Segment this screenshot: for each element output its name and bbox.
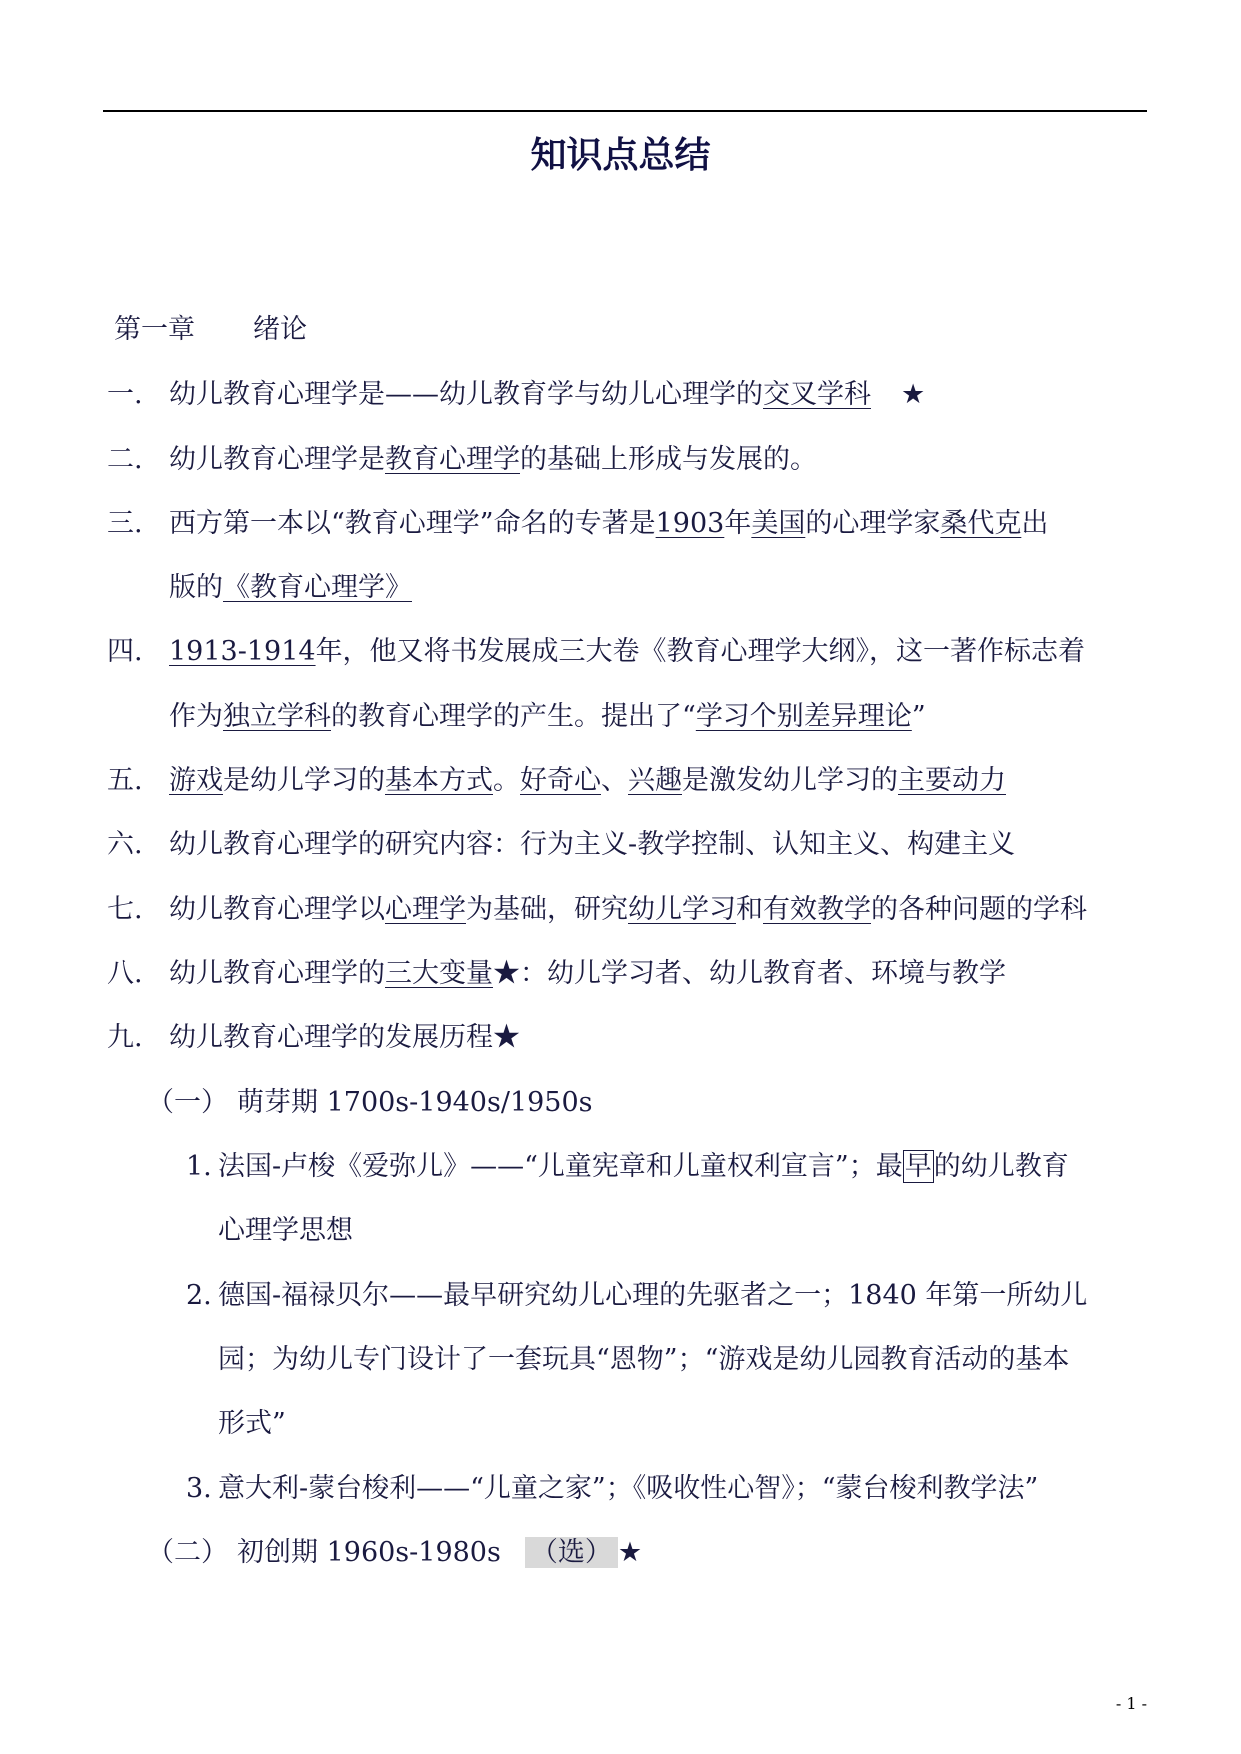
item-text: 是激发幼儿学习的 [682,765,898,796]
section-text: 萌芽期 1700s-1940s/1950s [237,1087,593,1118]
chapter-number: 第一章 [114,314,195,345]
item-text: 幼儿教育心理学以 [169,894,385,925]
sub-item [186,1469,1038,1509]
chapter-heading [114,310,307,350]
key-term: 桑代克 [940,508,1022,539]
item-text: 作为 [169,701,223,732]
key-term: 学习个别差异理论 [695,701,912,732]
item-text: 幼儿教育心理学的研究内容：行为主义-教学控制、认知主义、构建主义 [169,829,1016,860]
list-item [107,954,1006,994]
item-text: 的教育心理学的产生。提出了“ [331,701,696,732]
list-item [107,761,1006,801]
section-heading [147,1533,642,1573]
item-number: 三. [107,508,143,539]
section-text: 初创期 1960s-1980s [237,1537,501,1568]
item-text: 幼儿教育心理学是——幼儿教育学与幼儿心理学的 [169,379,763,410]
item-text: 的基础上形成与发展的。 [520,444,817,475]
list-item [107,375,925,415]
boxed-term: 早 [904,1151,932,1182]
chapter-name: 绪论 [253,314,307,345]
list-item [107,825,1015,865]
list-item-continuation [169,568,412,608]
item-number: 二. [107,444,143,475]
star-mark: ★ [901,379,926,410]
list-item [107,440,817,480]
sub-number: 2. [186,1280,212,1311]
item-text: 出 [1021,508,1049,539]
item-text: 年，他又将书发展成三大卷《教育心理学大纲》，这一著作标志着 [315,636,1086,667]
page-number: - 1 - [1115,1694,1147,1713]
key-term: 兴趣 [628,765,682,796]
item-text: 的各种问题的学科 [871,894,1087,925]
key-year: 1903 [655,508,725,539]
item-number: 七. [107,894,143,925]
item-number: 八. [107,958,143,989]
item-text: 是幼儿学习的 [223,765,385,796]
item-number: 五. [107,765,143,796]
item-text: 年 [724,508,752,539]
key-term: 游戏 [169,765,223,796]
section-number: （二） [147,1537,228,1568]
item-number: 九. [107,1022,143,1053]
sub-item-continuation: 形式” [218,1408,286,1439]
item-text: 为基础，研究 [466,894,628,925]
item-text: 的心理学家 [805,508,941,539]
key-term: 幼儿学习 [628,894,736,925]
item-text: 。 [493,765,520,796]
item-text: 西方第一本以“教育心理学”命名的专著是 [169,508,656,539]
list-item [107,504,1048,544]
star-mark: ★ [617,1537,643,1568]
list-item-continuation [169,697,926,737]
key-term: 心理学 [385,894,466,925]
sub-text: 法国-卢梭《爱弥儿》——“儿童宪章和儿童权利宣言”；最 [218,1151,903,1182]
sub-item-continuation: 园；为幼儿专门设计了一套玩具“恩物”；“游戏是幼儿园教育活动的基本 [218,1344,1070,1375]
sub-item [186,1276,1087,1316]
sub-text: 的幼儿教育 [933,1151,1069,1182]
key-term: 美国 [751,508,806,539]
key-term: 三大变量 [385,958,493,989]
page-title: 知识点总结 [530,135,711,176]
item-text: 、 [601,765,628,796]
sub-number: 1. [186,1151,212,1182]
sub-item-continuation: 心理学思想 [218,1215,353,1246]
key-term: 主要动力 [898,765,1006,796]
elective-tag: （选） [525,1537,618,1568]
sub-item [186,1147,1069,1187]
item-text: ” [911,701,926,732]
item-text: 版的 [169,572,223,603]
key-year: 1913-1914 [169,636,316,667]
section-number: （一） [147,1087,228,1118]
key-term: 教育心理学 [385,444,520,475]
key-term: 基本方式 [385,765,493,796]
list-item [107,632,1085,672]
key-term: 好奇心 [520,765,601,796]
item-text: 幼儿教育心理学的发展历程★ [169,1022,520,1053]
key-term: 《教育心理学》 [223,572,412,603]
list-item [107,890,1087,930]
sub-number: 3. [186,1473,212,1504]
item-number: 一. [107,379,143,410]
sub-text: 德国-福禄贝尔——最早研究幼儿心理的先驱者之一；1840 年第一所幼儿 [218,1280,1088,1311]
section-heading [147,1083,593,1123]
item-text: 幼儿教育心理学的 [169,958,385,989]
item-number: 六. [107,829,143,860]
item-number: 四. [107,636,143,667]
item-text: 幼儿教育心理学是 [169,444,385,475]
key-term: 有效教学 [763,894,871,925]
item-text: 和 [736,894,763,925]
item-text: ★：幼儿学习者、幼儿教育者、环境与教学 [493,958,1006,989]
list-item [107,1018,520,1058]
key-term: 交叉学科 [763,379,871,410]
sub-text: 意大利-蒙台梭利——“儿童之家”；《吸收性心智》；“蒙台梭利教学法” [218,1473,1039,1504]
key-term: 独立学科 [223,701,331,732]
header-rule [103,110,1147,112]
